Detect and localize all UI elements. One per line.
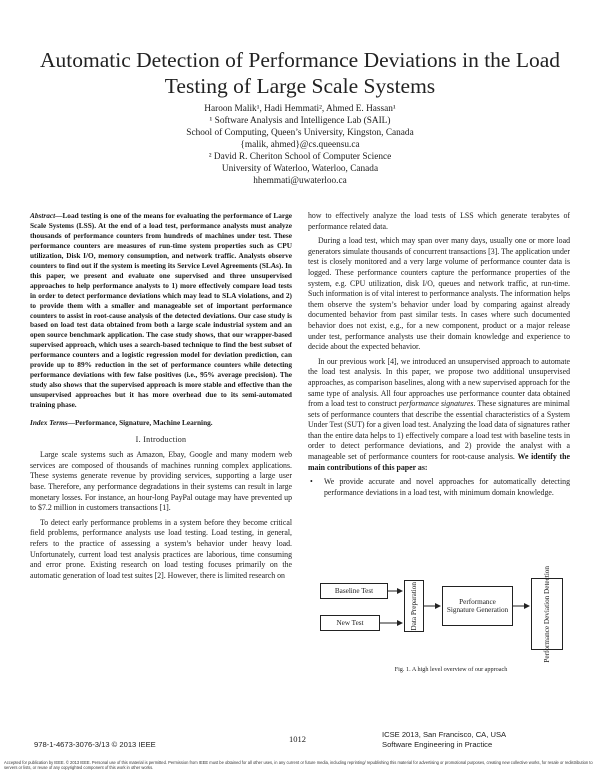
p4-emphasis: performance signatures [398, 399, 474, 409]
baseline-test-box: Baseline Test [320, 583, 388, 599]
p4-start: In our previous work [4], we introduced an unsupervised approach to automate the load test analysis. In this paper, we propose two additional unsupervised approaches, as comparison baselines, along with a new supervised approach for the same type of analysis. All four approaches use performance counter data obtained from a load test to construct [308, 356, 570, 409]
intro-paragraph-1: Large scale systems such as Amazon, Ebay, Google and many modern web services are composed of thousands of machines running complex applications. These systems generate revenue by providing services, supporting a large user base. Therefore, any performance degradations in their systems can result in large monetary losses. For instance, an hour-long PayPal outage may have prevented up to $7.2 million in customers transactions [1]. [30, 450, 292, 513]
intro-paragraph-2: To detect early performance problems in a system before they become critical field problems, performance analysts use load testing. Load testing, in general, refers to the practice of assessing a system’s behavior under heavy load. Unfortunately, current load test analysis practices are laborious, time consuming and error prone. Existing research on load testing focuses primarily on the automatic generation of load test suites [2]. However, there is limited research on [30, 517, 292, 580]
p4-end: . These signatures are minimal sets of performance counters that describe the essential characteristics of a System Under Test (SUT) for a given load test. Analyzing the load data of signatures rather than the entire data helps to 1) effectively compare a load test with baseline tests in order to detect performance deviations, and 2) provide the analyst with a manageable set of performance counters for root-cause analysis. [308, 399, 570, 462]
abstract-label: Abstract [30, 211, 56, 220]
conference-line-1: ICSE 2013, San Francisco, CA, USA [382, 730, 507, 739]
contribution-bullet [308, 477, 570, 498]
index-terms-text: —Performance, Signature, Machine Learning. [67, 418, 213, 428]
intro-paragraph-3: During a load test, which may span over many days, usually one or more load generators simulate thousands of concurrent transactions [3]. The application under test is closely monitored and a very large volume of performance counter data is logged. These performance counters capture the performance properties of the system, e.g. CPU utilization, disk I/O, queues and network traffic, at run-time. Such information is of vital interest to performance analysts. The information helps them observe the system’s behavior under load by comparing against already documented behavior from past similar tests. In cases where such documented behavior does not exist, e.g., for a new component, product or a major release under test, performance analysts use their domain knowledge and experience to decide about the expected behavior. [308, 236, 570, 352]
figure-caption: Fig. 1. A high level overview of our approach [394, 666, 508, 673]
footer-isbn: 978-1-4673-3076-3/13 © 2013 IEEE [34, 740, 156, 749]
footer-conference [382, 730, 506, 751]
paper-title: Automatic Detection of Performance Deviations in the Load Testing of Large Scale Systems [40, 48, 561, 98]
page-number: 1012 [289, 734, 306, 744]
conference-line-2: Software Engineering in Practice [382, 740, 493, 750]
index-terms [30, 418, 292, 429]
contribution-bullet-text: We provide accurate and novel approaches for automatically detecting performance deviations in a load test, with minimum domain knowledge. [324, 477, 570, 497]
data-preparation-box: Data Preparation [404, 580, 424, 632]
author-names: Haroon Malik¹, Hadi Hemmati², Ahmed E. Hassan¹ [204, 104, 396, 114]
abstract-text: —Load testing is one of the means for evaluating the performance of Large Scale Systems (LSS). At the end of a load test, performance analysts must analyze thousands of performance counters from hundreds of machines under test. These performance counters are measures of run-time system properties such as CPU utilization, Disk I/O, memory consumption, and network traffic. Analysts observe counters to find out if the system is meeting its Service Level Agreements (SLAs). In this paper, we present and evaluate one supervised and three unsupervised approaches to help performance analysts to 1) more effectively compare load tests in order to detect performance deviations which may lead to SLA violations, and 2) to provide them with a smaller and manageable set of important performance counters to assist in root-cause analysis of the detected deviations. Our case study is based on load test data obtained from both a large scale industrial system and an open source benchmark application. The case study shows, that our wrapper-based supervised approach, which uses a search-based technique to find the best subset of performance counters and a logistic regression model for deviation prediction, can provide up to 89% reduction in the set of performance counters while detecting performance deviations with few false positives (i.e., 95% average precision). The study also shows that the supervised approach is more stable and effective than the unsupervised approaches but it has more overhead due to its semi-automated training phase. [30, 211, 292, 410]
affiliation-2-line-2: University of Waterloo, Waterloo, Canada [221, 164, 379, 174]
intro-paragraph-4 [308, 357, 570, 474]
affiliation-1-email: {malik, ahmed}@cs.queensu.ca [240, 140, 360, 150]
author-block [100, 103, 500, 187]
affiliation-1-line-2: School of Computing, Queen’s University, Kingston, Canada [186, 128, 414, 138]
signature-generation-box: Performance Signature Generation [442, 586, 513, 626]
affiliation-2-line-1: ² David R. Cheriton School of Computer Science [208, 152, 392, 162]
affiliation-1-line-1: ¹ Software Analysis and Intelligence Lab (SAIL) [209, 116, 391, 126]
copyright-disclaimer: Accepted for publication by IEEE. © 2013 IEEE. Personal use of this material is permitted. Permission from IEEE must be obtained for all other uses, in any current or future media, including reprinting/ republishing this material for advertising or promotional purposes, creating new collective works, for resale or redistribution to servers or lists, or reuse of any copyrighted component of this work in other works. [4, 760, 593, 771]
intro-paragraph-2-continued: how to effectively analyze the load tests of LSS which generate terabytes of performance related data. [308, 211, 570, 231]
right-column [308, 211, 570, 498]
figure-1 [320, 565, 582, 663]
affiliation-2-email: hhemmati@uwaterloo.ca [253, 176, 347, 186]
index-terms-label: Index Terms [30, 418, 68, 428]
left-column [30, 211, 292, 585]
new-test-box: New Test [320, 615, 380, 631]
deviation-detection-box: Performance Deviation Detection [531, 578, 563, 650]
bullet-icon: • [310, 477, 313, 487]
section-heading-introduction: I. Introduction [135, 434, 187, 444]
abstract [30, 211, 292, 410]
contributions-lead: We identify the main contributions of this paper as: [308, 452, 570, 472]
